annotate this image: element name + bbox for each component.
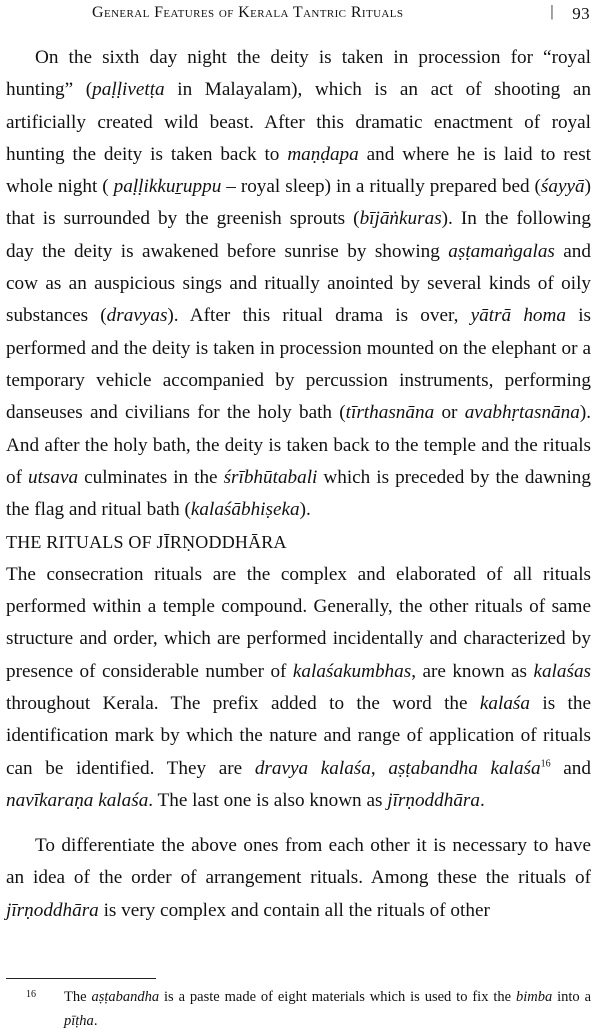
italic-term: yātrā homa [470, 305, 566, 327]
italic-term: paḷḷikkuṟuppu [113, 176, 222, 198]
text-run: ). And after the holy bath, the deity is taken back to the temple and the rituals of [6, 402, 592, 488]
italic-term: kalaśa [479, 692, 530, 714]
italic-term: kalaśas [533, 660, 591, 682]
paragraph-consecration [6, 559, 591, 817]
footnote-marker: 16 [540, 758, 551, 770]
text-run: in Malayalam), which is an act of shooting an artificially created wild beast. After this dramatic enactment of royal hunting the deity is taken back to [6, 79, 591, 165]
text-run: is very complex and contain all the rituals of other [98, 899, 490, 921]
text-run: To differentiate the above ones from each other it is necessary to have an idea of the order of arrangement rituals. Among these the rituals of [6, 835, 591, 889]
italic-term: pīṭha [64, 1013, 94, 1029]
italic-term: aṣṭamaṅgalas [448, 240, 555, 262]
text-run: ). [299, 499, 311, 521]
text-run: ). After this ritual drama is over, [167, 305, 471, 327]
page-number: 93 [572, 4, 590, 23]
italic-term: bimba [515, 989, 553, 1005]
header-separator: | [550, 3, 554, 20]
text-run: culminates in the [78, 466, 224, 488]
italic-term: bījāṅkuras [359, 208, 442, 230]
body-text [6, 42, 591, 927]
text-run: The consecration rituals are the complex and elaborated of all rituals performed within a temple compound. Generally, the other rituals of same structure and order, which are performed incidentally and characterized by presence of considerable number of [6, 563, 591, 682]
text-run: ). In the following day the deity is awakened before sunrise by showing [6, 208, 591, 262]
italic-term: aṣṭabandha kalaśa [388, 757, 541, 779]
italic-term: dravyas [106, 305, 168, 327]
italic-term: śayyā [540, 176, 585, 198]
italic-term: dravya kalaśa [254, 757, 371, 779]
text-run: and cow as an auspicious sings and ritually anointed by several kinds of oily substances ( [6, 240, 591, 327]
text-run: The [64, 989, 92, 1005]
section-heading: THE RITUALS OF JĪRṆODDHĀRA [6, 532, 287, 553]
text-run: . [93, 1013, 98, 1029]
text-run: throughout Kerala. The prefix added to the word the [6, 692, 480, 714]
footnote [6, 985, 591, 1033]
text-run: which is preceded by the dawning the flag and ritual bath ( [6, 466, 591, 521]
italic-term: jīrṇoddhāra [387, 789, 480, 811]
italic-term: kalaśakumbhas [292, 660, 412, 682]
text-run: ) that is surrounded by the greenish sprouts ( [6, 176, 591, 230]
text-run: , are known as [411, 660, 534, 682]
italic-term: jīrṇoddhāra [6, 899, 99, 921]
italic-term: avabhṛtasnāna [464, 402, 580, 424]
running-header [92, 4, 592, 28]
italic-term: navīkaraṇa kalaśa [6, 789, 149, 811]
text-run: is performed and the deity is taken in procession mounted on the elephant or a temporary vehicle accompanied by percussion instruments, performing danseuses and civilians for the holy bath ( [6, 305, 591, 424]
text-run: On the sixth day night the deity is taken in procession for “royal hunting” ( [6, 47, 591, 101]
text-run: or [434, 402, 465, 424]
italic-term: maṇḍapa [287, 143, 359, 165]
italic-term: utsava [27, 466, 79, 488]
italic-term: paḷḷivetṭa [92, 79, 165, 101]
italic-term: śrībhūtabali [223, 466, 318, 488]
text-run: and where he is laid to rest whole night ( [6, 143, 591, 198]
text-run: , [370, 757, 389, 779]
text-run: – royal sleep) in a ritually prepared bed ( [221, 176, 541, 198]
italic-term: aṣṭabandha [91, 989, 160, 1005]
running-title: General Features of Kerala Tantric Rituals [92, 4, 404, 21]
text-run: . The last one is also known as [148, 789, 388, 811]
italic-term: tīrthasnāna [345, 402, 435, 424]
paragraph-differentiate [6, 830, 591, 927]
footnote-rule [6, 978, 156, 979]
paragraph-royal-hunting [6, 42, 591, 526]
text-run: and [550, 757, 591, 779]
italic-term: kalaśābhiṣeka [190, 499, 300, 521]
text-run: into a [552, 989, 592, 1005]
footnote-number: 16 [26, 989, 36, 1000]
text-run: . [480, 789, 485, 811]
footnote-text [64, 985, 591, 1033]
text-run: is a paste made of eight materials which is used to fix the [159, 989, 516, 1005]
text-run: is the identification mark by which the nature and range of application of rituals can be identified. They are [6, 692, 591, 779]
